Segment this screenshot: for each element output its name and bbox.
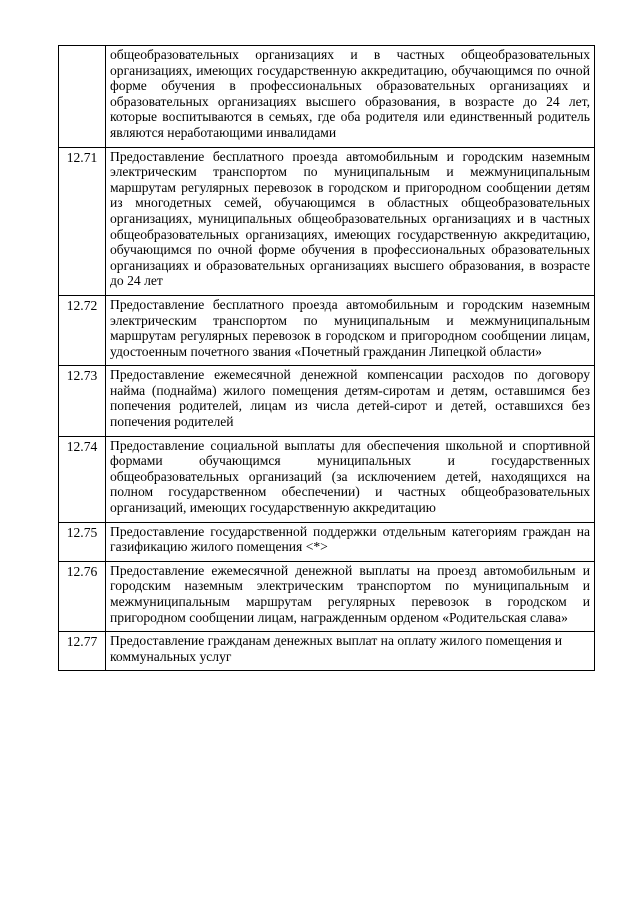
row-text: общеобразовательных организациях и в частных общеобразовательных организациях, имеющих государственную аккредитацию, обучающимся по очной форме обучения в профессиональных образовательных организациях и образовательных организациях высшего образования, в возрасте до 24 лет, которые воспитываются в семьях, где оба родителя или единственный родитель являются неработающими инвалидами bbox=[106, 46, 595, 148]
document-page bbox=[58, 45, 595, 671]
row-text: Предоставление ежемесячной денежной выплаты на проезд автомобильным и городским наземным электрическим транспортом по муниципальным и межмуниципальным маршрутам регулярных перевозок в городском и пригородном сообщении лицам, награжденным орденом «Родительская слава» bbox=[106, 561, 595, 631]
row-number: 12.73 bbox=[59, 366, 106, 436]
row-number bbox=[59, 46, 106, 148]
row-number: 12.74 bbox=[59, 436, 106, 522]
row-text: Предоставление бесплатного проезда автомобильным и городским наземным электрическим транспортом по муниципальным и межмуниципальным маршрутам регулярных перевозок в городском и пригородном сообщении лицам, удостоенным почетного звания «Почетный гражданин Липецкой области» bbox=[106, 295, 595, 365]
services-table bbox=[58, 45, 595, 671]
table-row bbox=[59, 147, 595, 295]
row-text: Предоставление бесплатного проезда автомобильным и городским наземным электрическим транспортом по муниципальным и межмуниципальным маршрутам регулярных перевозок в городском и пригородном сообщении детям из многодетных семей, обучающимся в областных общеобразовательных организациях, муниципальных общеобразовательных организациях и в частных общеобразовательных организациях, имеющих государственную аккредитацию, обучающимся по очной форме обучения в профессиональных образовательных организациях и образовательных организациях высшего образования, в возрасте до 24 лет bbox=[106, 147, 595, 295]
row-number: 12.71 bbox=[59, 147, 106, 295]
row-text: Предоставление гражданам денежных выплат на оплату жилого помещения и коммунальных услуг bbox=[106, 632, 595, 671]
row-text: Предоставление государственной поддержки отдельным категориям граждан на газификацию жилого помещения <*> bbox=[106, 522, 595, 561]
table-row bbox=[59, 46, 595, 148]
row-number: 12.76 bbox=[59, 561, 106, 631]
table-row bbox=[59, 295, 595, 365]
table-row bbox=[59, 561, 595, 631]
row-text: Предоставление социальной выплаты для обеспечения школьной и спортивной формами обучающимся муниципальных и государственных общеобразовательных организаций (за исключением детей, находящихся на полном государственном обеспечении) и частных общеобразовательных организаций, имеющих государственную аккредитацию bbox=[106, 436, 595, 522]
row-text: Предоставление ежемесячной денежной компенсации расходов по договору найма (поднайма) жилого помещения детям-сиротам и детям, оставшимся без попечения родителей, лицам из числа детей-сирот и детей, оставшихся без попечения родителей bbox=[106, 366, 595, 436]
table-row bbox=[59, 436, 595, 522]
table-row bbox=[59, 366, 595, 436]
table-row bbox=[59, 632, 595, 671]
row-number: 12.77 bbox=[59, 632, 106, 671]
row-number: 12.72 bbox=[59, 295, 106, 365]
row-number: 12.75 bbox=[59, 522, 106, 561]
table-row bbox=[59, 522, 595, 561]
